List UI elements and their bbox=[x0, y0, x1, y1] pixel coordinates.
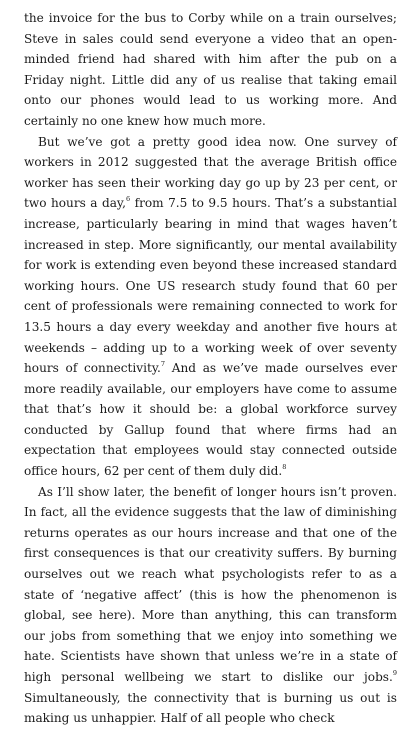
paragraph-1-text: the invoice for the bus to Corby while on a train ourselves; Steve in sales could send everyone a video that an open-minded friend had shared with him after the pub on a Friday night. Little did any of us realise that taking email onto our phones would lead to us working more. And certainly no one knew how much more. bbox=[24, 11, 397, 128]
footnote-marker-9[interactable]: 9 bbox=[392, 668, 397, 677]
paragraph-3 bbox=[24, 482, 397, 729]
paragraph-3-text-1: As I’ll show later, the benefit of longer hours isn’t proven. In fact, all the evidence suggests that the law of diminishing returns operates as our hours increase and that one of the first consequences is that our creativity suffers. By burning ourselves out we reach what psychologists refer to as a state of ‘negative affect’ (this is how the phenomenon is global, see here). More than anything, this can transform our jobs from something that we enjoy into something we hate. Scientists have shown that unless we’re in a state of high personal wellbeing we start to dislike our jobs. bbox=[24, 484, 397, 684]
paragraph-2-text-3: And as we’ve made ourselves ever more readily available, our employers have come to assume that that’s how it should be: a global workforce survey conducted by Gallup found that where firms had an expectation that employees would stay connected outside office hours, 62 per cent of them duly did. bbox=[24, 361, 397, 479]
paragraph-1 bbox=[24, 8, 397, 132]
paragraph-2 bbox=[24, 132, 397, 482]
paragraph-3-text-2: Simultaneously, the connectivity that is burning us out is making us unhappier. Half of all people who check bbox=[24, 690, 397, 726]
paragraph-2-text-1: But we’ve got a pretty good idea now. One survey of workers in 2012 suggested that the average British office worker has seen their working day go up by 23 per cent, or two hours a day, bbox=[24, 134, 397, 211]
book-page bbox=[24, 8, 397, 729]
paragraph-2-text-2: from 7.5 to 9.5 hours. That’s a substantial increase, particularly bearing in mind that wages haven’t increased in step. More significantly, our mental availability for work is extending even beyond these increased standard working hours. One US research study found that 60 per cent of professionals were remaining connected to work for 13.5 hours a day every weekday and another five hours at weekends – adding up to a working week of over seventy hours of connectivity. bbox=[24, 196, 397, 376]
footnote-marker-7[interactable]: 7 bbox=[160, 360, 166, 369]
footnote-marker-8[interactable]: 8 bbox=[282, 463, 287, 472]
footnote-marker-6[interactable]: 6 bbox=[125, 195, 131, 204]
